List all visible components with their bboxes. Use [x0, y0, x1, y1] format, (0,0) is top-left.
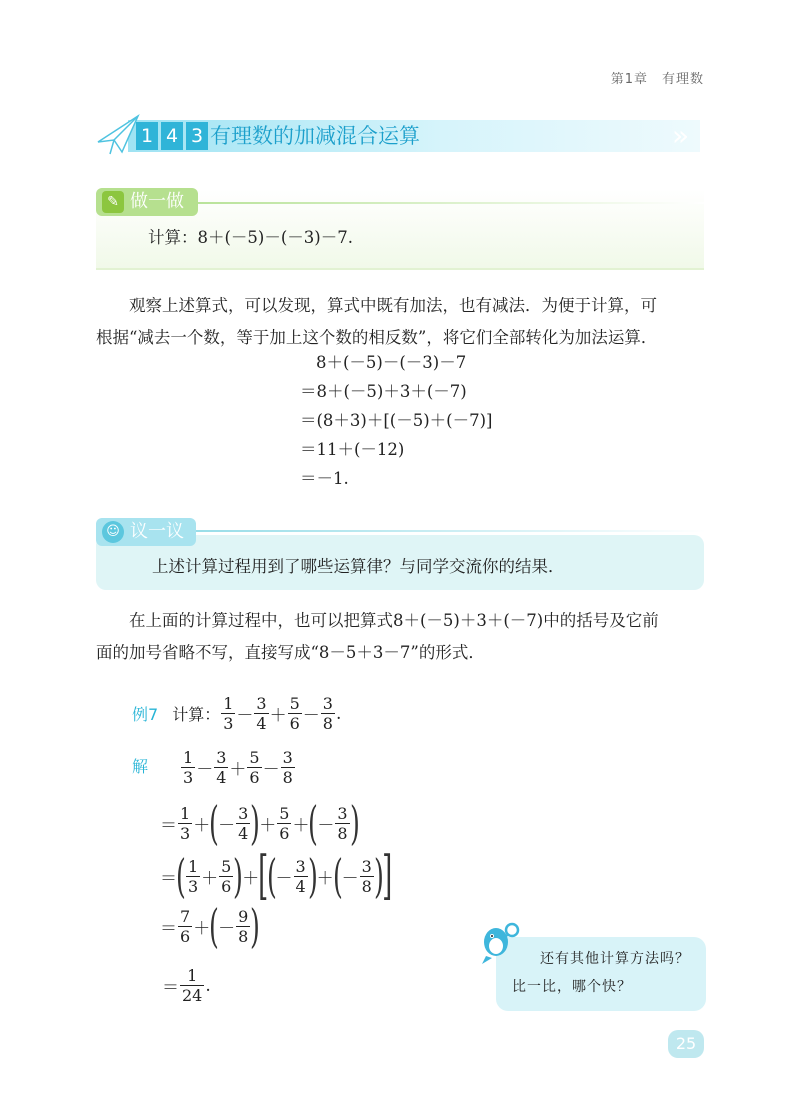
fraction: $\frac{5}{6}$ — [249, 748, 260, 787]
paragraph — [96, 605, 708, 669]
do-it-problem: 计算：8＋(－5)－(－3)－7. — [148, 228, 353, 247]
divider — [196, 530, 706, 532]
derivation-line: ＝11＋(－12) — [300, 440, 405, 459]
dolphin-mascot-icon — [476, 914, 526, 966]
fraction: $\frac{5}{6}$ — [221, 856, 232, 896]
fraction: $\frac{3}{4}$ — [238, 803, 249, 843]
pencil-icon: ✎ — [102, 191, 124, 213]
fraction: $\frac{5}{6}$ — [289, 694, 300, 733]
fraction: $\frac{1}{3}$ — [187, 856, 199, 896]
fraction: $\frac{1}{3}$ — [180, 803, 191, 843]
chevron-right-icon: » — [672, 119, 690, 152]
derivation-line: 8＋(－5)－(－3)－7 — [316, 353, 467, 372]
paragraph-line: 观察上述算式，可以发现，算式中既有加法，也有减法．为便于计算，可 — [129, 296, 657, 315]
fraction: $\frac{3}{8}$ — [361, 856, 372, 896]
paragraph-line: 根据“减去一个数，等于加上这个数的相反数”，将它们全部转化为加法运算． — [96, 328, 658, 347]
fraction: $\frac{7}{6}$ — [180, 906, 191, 946]
fraction: $\frac{3}{4}$ — [216, 748, 227, 787]
fraction: $\frac{3}{8}$ — [337, 803, 348, 843]
example-prompt: 计算： — [172, 705, 221, 724]
discuss-text: 上述计算过程用到了哪些运算律？与同学交流你的结果． — [152, 557, 565, 576]
fraction: $\frac{9}{8}$ — [238, 906, 249, 946]
fraction: $\frac{3}{8}$ — [322, 694, 333, 733]
paragraph — [96, 290, 708, 354]
paragraph-line: 面的加号省略不写，直接写成“8－5＋3－7”的形式． — [96, 643, 485, 662]
fraction: $\frac{3}{4}$ — [256, 694, 267, 733]
section-number-part: 4 — [161, 122, 183, 150]
fraction: $\frac{3}{8}$ — [282, 748, 293, 787]
fraction: $\frac{1}{3}$ — [223, 694, 234, 733]
fraction: $\frac{3}{4}$ — [295, 856, 306, 896]
solution-line: ＝ ( $\frac{1}{3}$ ＋ $\frac{5}{6}$ ) ＋ [ ( － $\frac{3}{4}$ ) ＋ ( － $\frac{3}{8}$ ) ] — [160, 846, 392, 906]
example-label: 例7 — [132, 705, 159, 724]
section-title: 有理数的加减混合运算 — [210, 124, 420, 148]
section-number — [136, 122, 211, 150]
bubble-line: 比一比，哪个快？ — [512, 979, 632, 995]
paper-plane-icon — [96, 112, 140, 158]
discuss-tag — [96, 518, 196, 546]
solution-line: ＝ $\frac{1}{24}$ . — [162, 966, 211, 1005]
fraction: $\frac{1}{24}$ — [182, 966, 203, 1005]
discuss-label: 议一议 — [130, 521, 184, 542]
solution-line: $\frac{1}{3}$ － $\frac{3}{4}$ ＋ $\frac{5}{6}$ － $\frac{3}{8}$ — [183, 748, 293, 787]
fraction: $\frac{1}{3}$ — [183, 748, 194, 787]
divider — [196, 202, 706, 204]
solution-label: 解 — [132, 757, 149, 776]
solution-line: ＝ $\frac{7}{6}$ ＋ ( － $\frac{9}{8}$ ) — [160, 899, 261, 953]
derivation-line: ＝(8＋3)＋[(－5)＋(－7)] — [300, 411, 493, 430]
example-statement: 例7 计算： $\frac{1}{3}$ － $\frac{3}{4}$ ＋ $\frac{5}{6}$ － $\frac{3}{8}$ . — [132, 694, 342, 733]
derivation-line: ＝－1. — [300, 469, 349, 488]
chapter-header: 第1章 有理数 — [610, 72, 704, 87]
solution-line: ＝ $\frac{1}{3}$ ＋ ( － $\frac{3}{4}$ ) ＋ $\frac{5}{6}$ ＋ ( － $\frac{3}{8}$ ) — [160, 796, 360, 850]
derivation-line: ＝8＋(－5)＋3＋(－7) — [300, 382, 467, 401]
do-it-tag — [96, 188, 198, 216]
section-number-part: 3 — [186, 122, 208, 150]
page-number: 25 — [668, 1030, 704, 1058]
bubble-line: 还有其他计算方法吗？ — [540, 951, 690, 967]
fraction: $\frac{5}{6}$ — [279, 803, 290, 843]
do-it-label: 做一做 — [130, 191, 184, 212]
paragraph-line: 在上面的计算过程中，也可以把算式8＋(－5)＋3＋(－7)中的括号及它前 — [129, 611, 659, 630]
section-number-part: 1 — [136, 122, 158, 150]
people-icon: ☺ — [102, 521, 124, 543]
